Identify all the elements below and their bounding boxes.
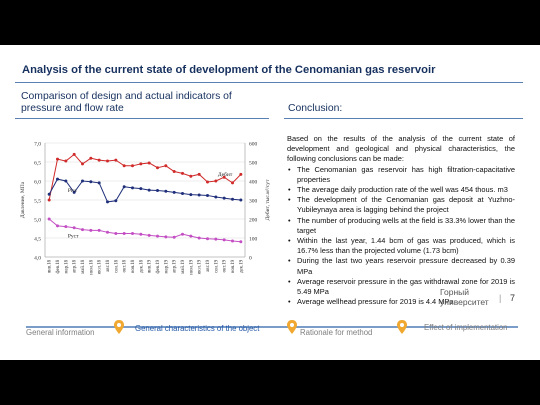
data-point	[89, 157, 92, 160]
data-point	[181, 233, 184, 236]
slide-title: Analysis of the current state of development of the Cenomanian gas reservoir	[22, 64, 436, 76]
nav-marker-1[interactable]	[113, 319, 125, 335]
pressure-flow-chart	[15, 135, 277, 303]
category-label: фев.19	[156, 260, 161, 274]
category-label: сен.18	[114, 260, 120, 273]
data-point	[189, 175, 192, 178]
data-point	[173, 191, 176, 194]
data-point	[156, 189, 159, 192]
data-point	[189, 235, 192, 238]
data-point	[98, 159, 101, 162]
right-heading-underline	[284, 118, 523, 119]
data-point	[206, 237, 209, 240]
data-point	[73, 226, 76, 229]
data-point	[98, 229, 101, 232]
category-label: ноя.19	[231, 260, 236, 274]
data-point	[114, 199, 117, 202]
conclusion-bullet: • The average daily production rate of the well was 454 thous. m3	[287, 185, 515, 195]
left-axis-title: Давление, МПа	[20, 181, 26, 219]
data-point	[148, 234, 151, 237]
nav-marker-2[interactable]	[286, 319, 298, 335]
data-point	[173, 236, 176, 239]
data-point	[198, 237, 201, 240]
category-label: апр.19	[172, 260, 178, 274]
data-point	[131, 164, 134, 167]
data-point	[64, 225, 67, 228]
category-label: дек.19	[239, 260, 245, 273]
nav-marker-3[interactable]	[396, 319, 408, 335]
data-point	[223, 238, 226, 241]
data-point	[239, 240, 242, 243]
category-label: янв.19	[147, 260, 153, 274]
category-label: апр.18	[72, 260, 78, 274]
nav-item-general-information[interactable]: General information	[26, 328, 95, 337]
university-line2: университет	[440, 297, 489, 307]
data-point	[148, 161, 151, 164]
data-point	[89, 229, 92, 232]
data-point	[64, 160, 67, 163]
left-heading	[21, 91, 232, 115]
data-point	[181, 192, 184, 195]
data-point	[214, 238, 217, 241]
nav-item-effect[interactable]: Effect of implementation	[424, 323, 508, 332]
data-point	[56, 158, 59, 161]
data-point	[123, 185, 126, 188]
left-tick-label: 4,5	[34, 236, 41, 243]
series-label: Руст	[67, 233, 79, 240]
conclusion-intro: Based on the results of the analysis of the current state of development and geological and physical characteristics, the following conclusions can be made:	[287, 134, 515, 164]
left-tick-label: 5,5	[34, 198, 41, 205]
data-point	[148, 189, 151, 192]
data-point	[89, 180, 92, 183]
left-tick-label: 6,0	[34, 179, 41, 186]
conclusion-heading: Conclusion:	[288, 103, 343, 114]
data-point	[64, 180, 67, 183]
category-label: мар.18	[64, 260, 70, 274]
data-point	[106, 231, 109, 234]
data-point	[98, 181, 101, 184]
data-point	[164, 235, 167, 238]
data-point	[173, 170, 176, 173]
data-point	[139, 162, 142, 165]
series-label: Дебит	[217, 172, 233, 178]
data-point	[156, 235, 159, 238]
category-label: май.19	[181, 260, 186, 274]
data-point	[114, 159, 117, 162]
data-point	[181, 172, 184, 175]
data-point	[73, 153, 76, 156]
left-heading-underline	[15, 118, 269, 119]
data-point	[231, 198, 234, 201]
category-label: фев.18	[56, 260, 61, 274]
data-point	[81, 162, 84, 165]
conclusion-bullet: • Average wellhead pressure for 2019 is 4.4 MPa	[287, 297, 515, 307]
nav-item-general-characteristics[interactable]: General characteristics of the object	[135, 324, 260, 333]
category-label: июл.18	[97, 260, 103, 275]
data-point	[48, 218, 51, 221]
location-pin-icon	[396, 319, 408, 335]
category-label: окт.18	[122, 260, 128, 273]
category-label: авг.19	[206, 260, 211, 272]
data-point	[239, 173, 242, 176]
data-point	[156, 166, 159, 169]
data-point	[223, 197, 226, 200]
category-label: мар.19	[164, 260, 170, 274]
data-point	[164, 164, 167, 167]
data-point	[81, 180, 84, 183]
series-label: Рпл	[67, 188, 77, 194]
right-tick-label: 0	[249, 255, 252, 262]
conclusion-bullet: • The number of producing wells at the field is 33.3% lower than the target	[287, 216, 515, 236]
category-label: май.18	[81, 260, 86, 274]
series-line	[49, 154, 241, 200]
data-point	[114, 232, 117, 235]
category-label: ноя.18	[131, 260, 136, 274]
section-navigation	[0, 319, 540, 360]
left-tick-label: 7,0	[34, 141, 41, 148]
data-point	[198, 194, 201, 197]
conclusion-bullet: • Average reservoir pressure in the gas withdrawal zone for 2019 is 5.49 MPa	[287, 277, 515, 297]
right-tick-label: 300	[249, 198, 258, 205]
data-point	[56, 224, 59, 227]
conclusion-bullet: • The Cenomanian gas reservoir has high filtration-capacitative properties	[287, 165, 515, 185]
data-point	[123, 164, 126, 167]
data-point	[206, 180, 209, 183]
data-point	[106, 160, 109, 163]
location-pin-icon	[286, 319, 298, 335]
footer-divider: |	[499, 293, 502, 303]
left-heading-line1: Comparison of design and actual indicators of	[21, 91, 232, 102]
slide	[0, 45, 540, 360]
conclusion-bullet: • Within the last year, 1.44 bcm of gas was produced, which is 16.7% less than the projected volume (1.73 bcm)	[287, 236, 515, 256]
data-point	[131, 186, 134, 189]
data-point	[81, 228, 84, 231]
category-label: дек.18	[139, 260, 145, 273]
data-point	[206, 194, 209, 197]
left-tick-label: 6,5	[34, 160, 41, 167]
nav-item-rationale[interactable]: Rationale for method	[300, 328, 373, 337]
conclusion-bullet: • During the last two years reservoir pressure decreased by 0.39 MPa	[287, 256, 515, 276]
left-tick-label: 5,0	[34, 217, 41, 224]
category-label: июн.19	[189, 260, 195, 275]
category-label: июл.19	[197, 260, 203, 275]
data-point	[123, 232, 126, 235]
category-label: сен.19	[214, 260, 220, 273]
location-pin-icon	[113, 319, 125, 335]
right-tick-label: 500	[249, 160, 258, 167]
data-point	[214, 195, 217, 198]
right-tick-label: 200	[249, 217, 258, 224]
data-point	[189, 193, 192, 196]
data-point	[198, 173, 201, 176]
data-point	[48, 199, 51, 202]
data-point	[139, 233, 142, 236]
right-axis-title: Дебит, тыс.м³/сут	[265, 179, 271, 221]
page-number: 7	[510, 293, 516, 303]
left-tick-label: 4,0	[34, 255, 41, 262]
category-label: июн.18	[89, 260, 95, 275]
category-label: янв.18	[47, 260, 53, 274]
data-point	[106, 200, 109, 203]
university-line1: Горный	[440, 287, 470, 297]
data-point	[139, 187, 142, 190]
right-tick-label: 400	[249, 179, 258, 186]
category-label: авг.18	[106, 260, 111, 272]
series-line	[49, 179, 241, 202]
left-heading-line2: pressure and flow rate	[21, 103, 124, 114]
data-point	[214, 180, 217, 183]
conclusion-bullet: • The development of the Cenomanian gas deposit at Yuzhno-Yubileynaya area is lagging behind the project	[287, 195, 515, 215]
data-point	[239, 199, 242, 202]
data-point	[231, 181, 234, 184]
data-point	[231, 240, 234, 243]
data-point	[131, 232, 134, 235]
conclusion-text	[287, 134, 515, 307]
right-tick-label: 600	[249, 141, 258, 148]
data-point	[164, 190, 167, 193]
title-underline	[15, 82, 523, 83]
university-logo-text	[440, 287, 489, 307]
right-tick-label: 100	[249, 236, 258, 243]
data-point	[56, 178, 59, 181]
data-point	[48, 193, 51, 196]
category-label: окт.19	[222, 260, 228, 273]
